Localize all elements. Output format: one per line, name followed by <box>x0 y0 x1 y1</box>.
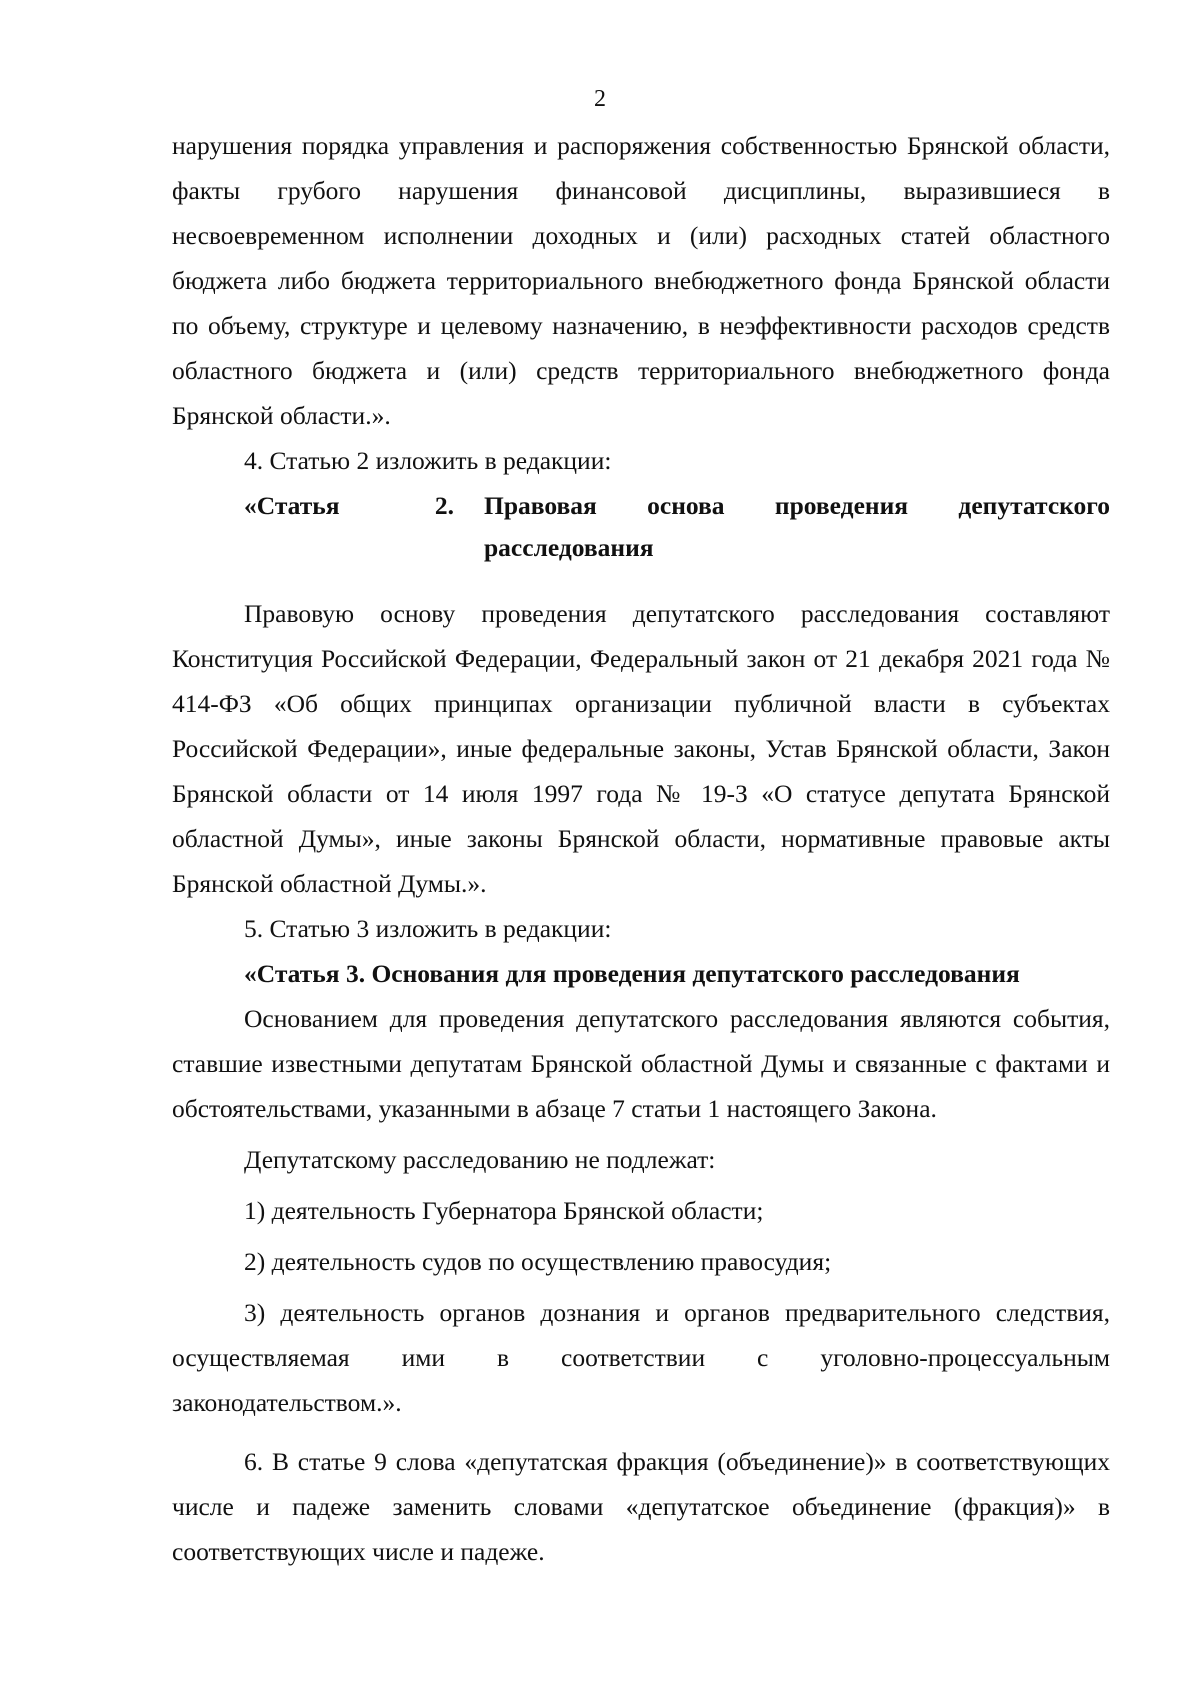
article-3-heading: «Статья 3. Основания для проведения депутатского расследования <box>244 959 1020 988</box>
paragraph-continuation: нарушения порядка управления и распоряжения собственностью Брянской области, факты грубого нарушения финансовой дисциплины, выразившиеся в несвоевременном исполнении доходных и (или) расходных статей областного бюджета либо бюджета территориального внебюджетного фонда Брянской области по объему, структуре и целевому назначению, в неэффективности расходов средств областного бюджета и (или) средств территориального внебюджетного фонда Брянской области.». <box>172 131 1110 430</box>
paragraph-article-3-body: Основанием для проведения депутатского расследования являются события, ставшие известными депутатам Брянской областной Думы и связанные с фактами и обстоятельствами, указанными в абзаце 7 статьи 1 настоящего Закона. <box>172 1004 1110 1123</box>
article-2-title-word: проведения <box>774 491 909 520</box>
article-2-title-word: депутатского <box>958 491 1110 520</box>
paragraph-amendment-4: 4. Статью 2 изложить в редакции: <box>244 446 612 475</box>
article-2-title-word: основа <box>647 491 725 520</box>
list-item: 3) деятельность органов дознания и органов предварительного следствия, осуществляемая ими в соответствии с уголовно-процессуальным законодательством.». <box>172 1298 1110 1417</box>
article-2-title-line-1 <box>484 485 1110 527</box>
page-number: 2 <box>594 86 606 112</box>
article-2-label-number: 2. <box>434 491 454 520</box>
list-item: 2) деятельность судов по осуществлению правосудия; <box>244 1247 832 1276</box>
list-item: 1) деятельность Губернатора Брянской области; <box>244 1196 764 1225</box>
document-body <box>172 123 1110 1574</box>
article-2-title-line-2: расследования <box>484 533 654 562</box>
article-2-title <box>454 485 1110 569</box>
paragraph-amendment-6: 6. В статье 9 слова «депутатская фракция (объединение)» в соответствующих числе и падеже заменить словами «депутатское объединение (фракция)» в соответствующих числе и падеже. <box>172 1447 1110 1566</box>
paragraph-article-2-body: Правовую основу проведения депутатского расследования составляют Конституция Российской Федерации, Федеральный закон от 21 декабря 2021 года № 414-ФЗ «Об общих принципах организации публичной власти в субъектах Российской Федерации», иные федеральные законы, Устав Брянской области, Закон Брянской области от 14 июля 1997 года № 19-З «О статусе депутата Брянской областной Думы», иные законы Брянской области, нормативные правовые акты Брянской областной Думы.». <box>172 599 1110 898</box>
article-2-label-word: «Статья <box>244 491 340 520</box>
paragraph-amendment-5: 5. Статью 3 изложить в редакции: <box>244 914 612 943</box>
article-2-label <box>244 485 454 569</box>
article-2-title-word: Правовая <box>484 491 597 520</box>
paragraph-not-subject: Депутатскому расследованию не подлежат: <box>244 1145 716 1174</box>
article-2-heading <box>172 485 1110 569</box>
